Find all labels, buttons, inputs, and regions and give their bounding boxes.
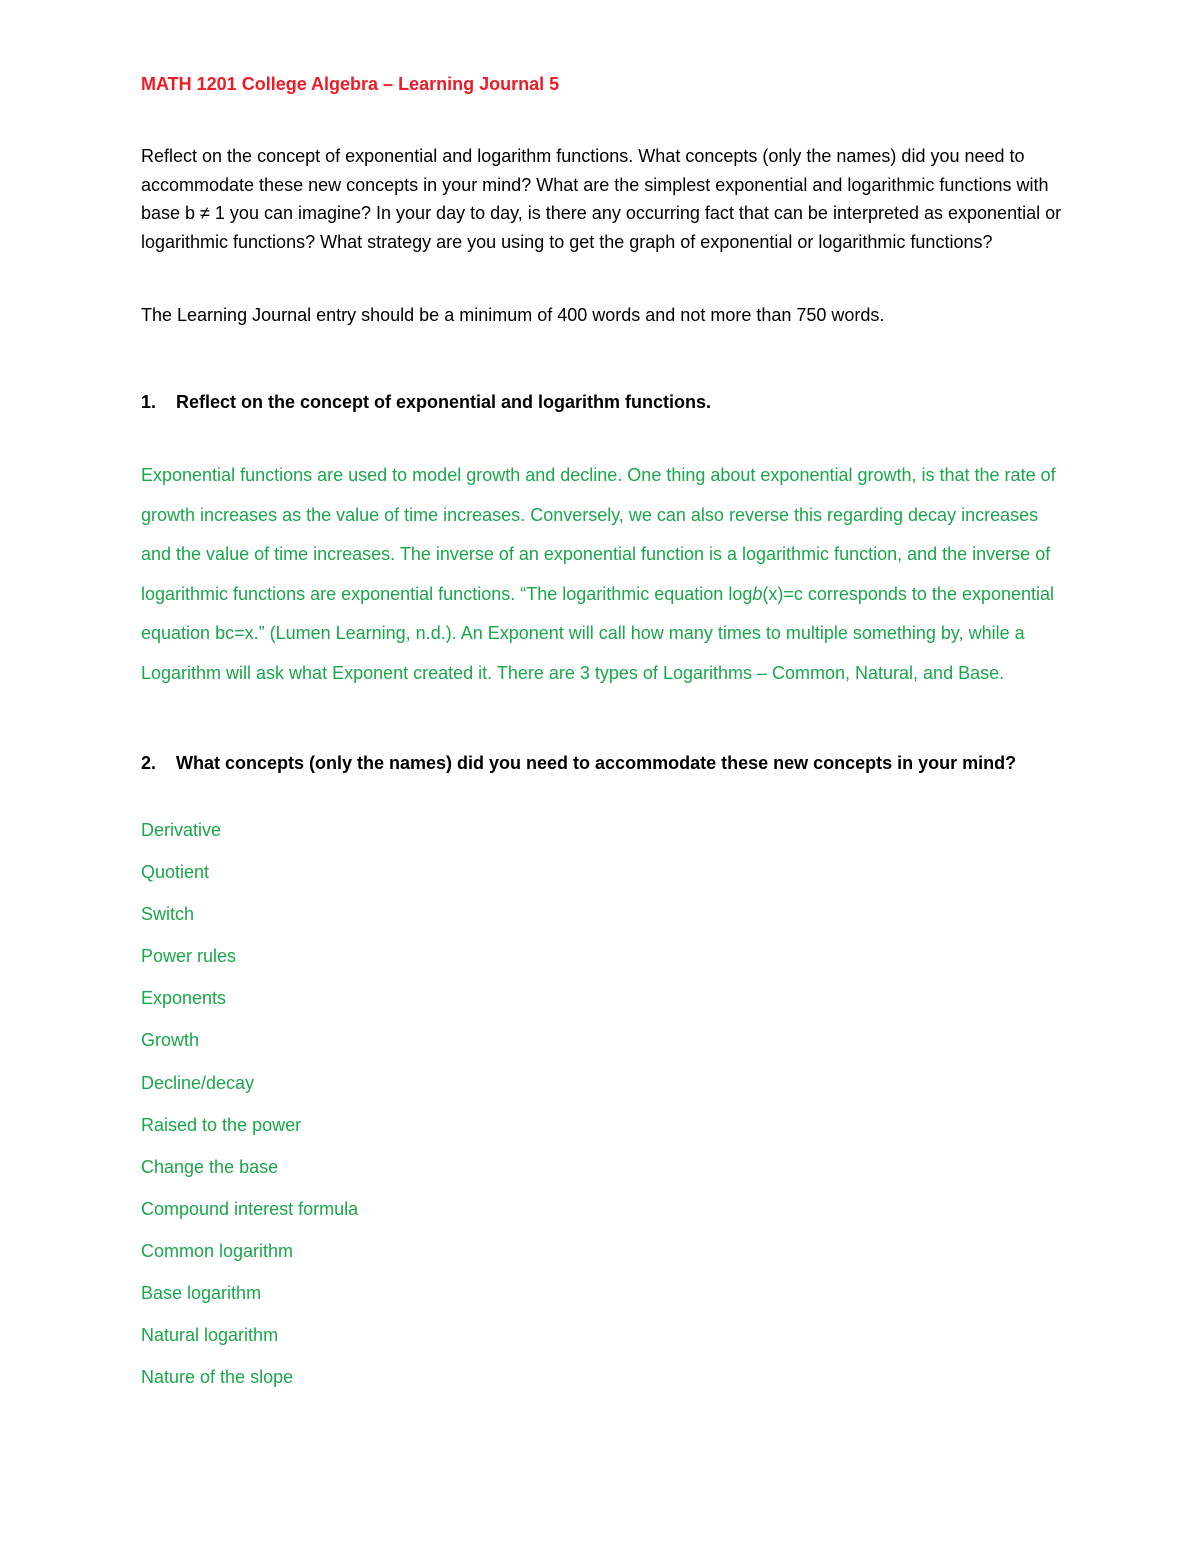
- question-number: 1.: [141, 392, 157, 412]
- list-item: Base logarithm: [141, 1283, 262, 1304]
- list-item: Exponents: [141, 988, 227, 1009]
- answer-1-italic-subscript: b: [752, 583, 763, 604]
- question-number: 2.: [141, 753, 157, 773]
- concepts-list: [141, 815, 358, 1404]
- document-title: MATH 1201 College Algebra – Learning Journal 5: [141, 74, 560, 94]
- list-item: Derivative: [141, 820, 222, 840]
- word-count-note: The Learning Journal entry should be a minimum of 400 words and not more than 750 words.: [141, 305, 885, 325]
- list-item: Switch: [141, 904, 195, 925]
- question-1: [141, 388, 711, 416]
- question-2: [141, 749, 1016, 777]
- question-text: What concepts (only the names) did you need to accommodate these new concepts in your mind?: [176, 753, 1017, 773]
- list-item: Nature of the slope: [141, 1367, 294, 1388]
- list-item: Decline/decay: [141, 1072, 255, 1093]
- question-text: Reflect on the concept of exponential and logarithm functions.: [176, 392, 712, 412]
- list-item: Common logarithm: [141, 1240, 294, 1261]
- list-item: Power rules: [141, 946, 237, 967]
- list-item: Compound interest formula: [141, 1198, 359, 1219]
- list-item: Natural logarithm: [141, 1325, 279, 1346]
- answer-1-paragraph: [141, 456, 1071, 693]
- list-item: Quotient: [141, 862, 210, 883]
- answer-1-text-start: Exponential functions are used to model growth and decline. One thing about exponential growth, is that the rate of growth increases as the value of time increases. Conversely, we can also reverse this regarding decay increases and the value of time increases. The inverse of an exponential function is a logarithmic function, and the inverse of logarithmic functions are exponential functions. “The logarithmic equation log: [141, 465, 1056, 604]
- assignment-prompt: Reflect on the concept of exponential and logarithm functions. What concepts (only the names) did you need to accommodate these new concepts in your mind? What are the simplest exponential and logarithmic functions with base b ≠ 1 you can imagine? In your day to day, is there any occurring fact that can be interpreted as exponential or logarithmic functions? What strategy are you using to get the graph of exponential or logarithmic functions?: [141, 146, 1062, 252]
- answer-1-text-end: (x)=c corresponds to the exponential equation bc=x.” (Lumen Learning, n.d.). An Exponent will call how many times to multiple something by, while a Logarithm will ask what Exponent created it. There are 3 types of Logarithms – Common, Natural, and Base.: [141, 583, 1055, 683]
- list-item: Change the base: [141, 1156, 279, 1177]
- list-item: Growth: [141, 1030, 200, 1051]
- list-item: Raised to the power: [141, 1114, 302, 1135]
